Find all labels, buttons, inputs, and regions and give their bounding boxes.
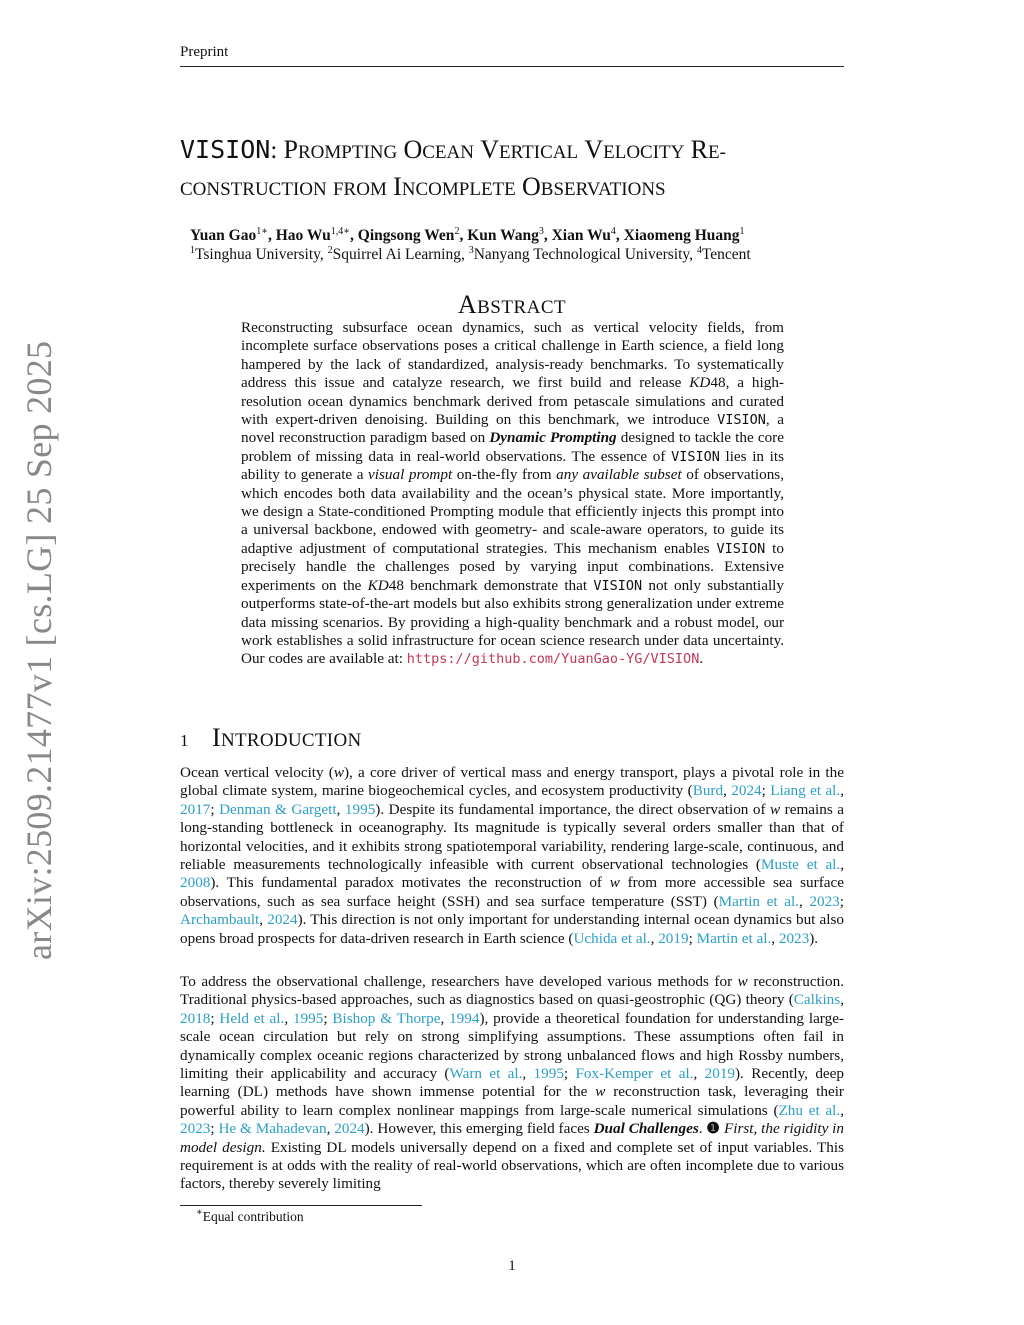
intro-paragraph-1: Ocean vertical velocity (w), a core driver of vertical mass and energy transport, plays a pivotal role in the global climate system, marine biogeochemical cycles, and ecosystem productivity (Burd, 2024; Liang et al., 2017; Denman & Gargett, 1995). Despite its fundamental importance, the direct observation of w remains a long-standing bottleneck in oceanography. Its magnitude is typically several orders smaller than that of horizontal velocities, and it exhibits strong spatiotemporal variability, rendering large-scale, continuous, and reliable measurements technologically infeasible with current observational technologies (Muste et al., 2008). This fundamental paradox motivates the reconstruction of w from more accessible sea surface observations, such as sea surface height (SSH) and sea surface temperature (SST) (Martin et al., 2023; Archambault, 2024). This direction is not only important for understanding internal ocean dynamics but also opens broad prospects for data-driven research in Earth science (Uchida et al., 2019; Martin et al., 2023).	[180, 764, 844, 947]
author-name: Qingsong Wen	[357, 227, 455, 244]
italic-text: w	[770, 800, 781, 818]
code-name: VISION	[593, 577, 643, 594]
affil-mark: 1	[190, 245, 195, 256]
code-name: VISION	[671, 448, 720, 465]
author-affil-mark: 1,4∗	[330, 226, 351, 237]
citation-link[interactable]: Muste et al.	[760, 856, 841, 874]
citation-link[interactable]: Bishop & Thorpe	[332, 1009, 441, 1027]
citation-link[interactable]: 2023	[180, 1120, 211, 1138]
citation-link[interactable]: 2024	[731, 782, 762, 800]
citation-link[interactable]: Calkins	[793, 991, 841, 1009]
bold-italic-text: Dual Challenges	[593, 1120, 699, 1138]
author-list: Yuan Gao$^{1∗}$, Hao $Wu^{1,4∗}$, Qingsong Wen$^2$, Kun Wang$^3$, Xian Wu$^4$, Xiaomeng Huang$^1$	[190, 226, 745, 244]
author-affil-mark: 1∗	[256, 226, 268, 237]
affil-name: Tsinghua University	[195, 246, 320, 263]
citation-link[interactable]: 1995	[533, 1065, 564, 1083]
author-name: Kun Wang	[467, 227, 539, 244]
author-affil-mark: 2	[454, 226, 460, 237]
abstract-heading: ABSTRACT	[457, 290, 567, 319]
citation-link[interactable]: 2019	[704, 1065, 735, 1083]
code-name: VISION	[717, 412, 766, 429]
affiliation-list: $^1$Tsinghua University, $^2$Squirrel Ai Learning, $^3$Nanyang Technological University, $^4$Tencent	[190, 245, 751, 263]
footnote	[196, 1209, 304, 1225]
citation-link[interactable]: He & Mahadevan	[218, 1120, 327, 1138]
italic-text: w	[333, 764, 344, 781]
author-name: Hao Wu	[275, 227, 331, 244]
citation-link[interactable]: 2023	[778, 929, 810, 947]
citation-link[interactable]: Martin et al.	[718, 892, 799, 910]
citation-link[interactable]: 2024	[334, 1120, 365, 1138]
page-number: 1	[508, 1258, 516, 1274]
section-number: 1	[180, 731, 189, 750]
author-name: Xiaomeng Huang	[623, 227, 740, 244]
affil-mark: 4	[696, 245, 702, 256]
section-title: INTRODUCTION	[212, 723, 362, 752]
footnote-mark: ∗	[196, 1207, 203, 1218]
title-line-2: CONSTRUCTION FROM INCOMPLETE OBSERVATIONS	[180, 172, 666, 201]
citation-link[interactable]: Uchida et al.	[573, 929, 651, 947]
header-rule	[180, 66, 844, 67]
author-name: Xian Wu	[551, 227, 611, 244]
footnote-text: Equal contribution	[202, 1209, 304, 1224]
code-name: VISION	[716, 540, 766, 557]
citation-link[interactable]: Martin et al.	[696, 929, 772, 947]
italic-text: w	[595, 1083, 606, 1101]
affil-mark: 2	[327, 245, 333, 256]
citation-link[interactable]: 2018	[180, 1009, 211, 1027]
citation-link[interactable]: 2017	[180, 800, 211, 818]
citation-link[interactable]: 1994	[449, 1009, 480, 1027]
citation-link[interactable]: Warn et al.	[449, 1065, 523, 1083]
citation-link[interactable]: Burd	[692, 782, 724, 800]
title-name: VISION	[180, 135, 271, 164]
author-affil-mark: 3	[538, 226, 544, 237]
author-affil-mark: 1	[739, 226, 745, 237]
citation-link[interactable]: Zhu et al.	[778, 1101, 841, 1119]
section-heading	[180, 723, 361, 753]
arxiv-stamp: arXiv:2509.21477v1 [cs.LG] 25 Sep 2025	[19, 340, 59, 960]
affil-mark: 3	[468, 245, 474, 256]
italic-text: KD	[367, 576, 389, 594]
italic-text: First, the rigidity in model design.	[180, 1120, 844, 1156]
affil-name: Tencent	[701, 246, 751, 263]
abstract-body: Reconstructing subsurface ocean dynamics, such as vertical velocity fields, from incomplete surface observations poses a critical challenge in Earth science, a field long hampered by the lack of standardized, analysis-ready benchmarks. To systematically address this issue and catalyze research, we first build and release KD48, a high-resolution ocean dynamics benchmark derived from petascale simulations and curated with expert-driven denoising. Building on this benchmark, we introduce VISION, a novel reconstruction paradigm based on Dynamic Prompting designed to tackle the core problem of missing data in real-world observations. The essence of VISION lies in its ability to generate a visual prompt on-the-fly from any available subset of observations, which encodes both data availability and the ocean’s physical state. More importantly, we design a State-conditioned Prompting module that efficiently injects this prompt into a universal backbone, endowed with geometry- and scale-aware operators, to guide its adaptive adjustment of computational strategies. This mechanism enables VISION to precisely handle the challenges posed by varying input combinations. Extensive experiments on the KD48 benchmark demonstrate that VISION not only substantially outperforms state-of-the-art models but also exhibits strong generalization under extreme data missing scenarios. By providing a high-quality benchmark and a robust model, our work establishes a solid infrastructure for ocean science research under data uncertainty. Our codes are available at: https://github.com/YuanGao-YG/VISION.	[241, 319, 785, 668]
citation-link[interactable]: Liang et al.	[770, 782, 841, 800]
running-header: Preprint	[180, 44, 229, 60]
intro-paragraph-2: To address the observational challenge, researchers have developed various methods for w reconstruction. Traditional physics-based approaches, such as diagnostics based on quasi-geostrophic (QG) theory (Calkins, 2018; Held et al., 1995; Bishop & Thorpe, 1994), provide a theoretical foundation for understanding large-scale ocean circulation but rely on strong simplifying assumptions. These assumptions often fail in dynamically complex oceanic regions characterized by strong unbalanced flows and high Rossby numbers, limiting their applicability and accuracy (Warn et al., 1995; Fox-Kemper et al., 2019). Recently, deep learning (DL) methods have shown immense potential for the w reconstruction task, leveraging their powerful ability to learn complex nonlinear mappings from large-scale numerical simulations (Zhu et al., 2023; He & Mahadevan, 2024). However, this emerging field faces Dual Challenges. ❶ First, the rigidity in model design. Existing DL models universally depend on a fixed and complete set of input variables. This requirement is at odds with the reality of real-world observations, which are often incomplete due to various factors, thereby severely limiting	[180, 973, 844, 1193]
italic-text: KD	[689, 374, 711, 392]
citation-link[interactable]: 2019	[658, 929, 689, 947]
affil-name: Nanyang Technological University	[473, 246, 690, 263]
bold-italic-text: Dynamic Prompting	[489, 429, 617, 447]
code-link[interactable]: https://github.com/YuanGao-YG/VISION	[406, 651, 700, 668]
citation-link[interactable]: 1995	[292, 1009, 324, 1027]
citation-link[interactable]: Denman & Gargett	[219, 800, 337, 818]
paper-title	[180, 133, 844, 207]
citation-link[interactable]: 2024	[267, 911, 298, 929]
title-line-1	[180, 133, 844, 170]
citation-link[interactable]: Fox-Kemper et al.	[575, 1065, 694, 1083]
author-name: Yuan Gao	[190, 227, 257, 244]
citation-link[interactable]: Held et al.	[219, 1009, 285, 1027]
italic-text: w	[609, 874, 620, 892]
title-line-1-rest: : PROMPTING OCEAN VERTICAL VELOCITY RE-	[270, 135, 726, 164]
footnote-rule	[180, 1205, 422, 1206]
italic-text: w	[737, 973, 748, 990]
italic-text: any available subset	[556, 466, 682, 484]
citation-link[interactable]: 1995	[344, 800, 376, 818]
bullet-marker: ❶	[706, 1120, 721, 1138]
author-affil-mark: 4	[610, 226, 616, 237]
citation-link[interactable]: Archambault	[180, 911, 260, 929]
affil-name: Squirrel Ai Learning	[332, 246, 461, 263]
citation-link[interactable]: 2023	[809, 892, 840, 910]
citation-link[interactable]: 2008	[180, 874, 211, 892]
italic-text: visual prompt	[368, 466, 453, 484]
